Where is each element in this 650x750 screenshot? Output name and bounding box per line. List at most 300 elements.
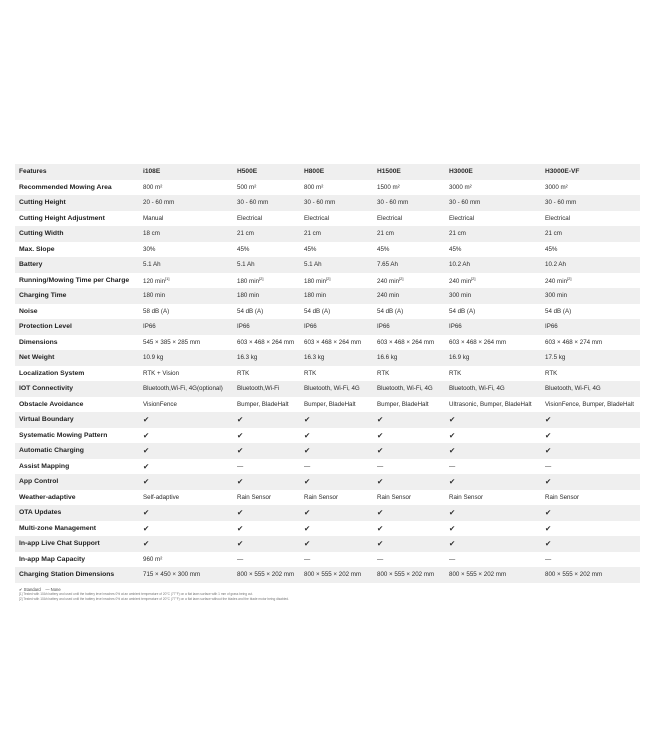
check-icon: ✔	[545, 415, 552, 425]
table-row	[15, 211, 640, 227]
table-cell	[541, 474, 640, 490]
row-label: Protection Level	[15, 319, 143, 335]
table-cell	[143, 226, 233, 242]
table-row	[15, 335, 640, 351]
cell-value: 300 min	[545, 292, 568, 300]
check-icon: ✔	[143, 430, 150, 440]
check-icon: ✔	[545, 477, 552, 487]
check-icon: ✔	[143, 539, 150, 549]
row-label: Automatic Charging	[15, 443, 143, 459]
table-cell	[300, 195, 373, 211]
check-icon: ✔	[449, 477, 456, 487]
table-cell	[300, 490, 373, 506]
table-cell	[541, 521, 640, 537]
table-cell	[445, 474, 541, 490]
check-icon: ✔	[545, 508, 552, 518]
table-cell	[445, 521, 541, 537]
table-cell	[373, 567, 445, 583]
table-cell	[373, 180, 445, 196]
table-cell	[233, 412, 300, 428]
cell-value: 300 min	[449, 292, 472, 300]
cell-value: Rain Sensor	[449, 493, 484, 501]
cell-value: 180 min	[237, 292, 260, 300]
model-header: H3000E	[445, 164, 541, 180]
table-cell	[300, 319, 373, 335]
check-icon: ✔	[237, 508, 244, 518]
table-cell	[143, 521, 233, 537]
cell-value: 17.5 kg	[545, 354, 566, 362]
cell-value: 54 dB (A)	[377, 307, 404, 315]
check-icon: ✔	[377, 446, 384, 456]
table-cell	[541, 459, 640, 475]
table-cell	[373, 257, 445, 273]
cell-value: VisionFence, Bumper, BladeHalt	[545, 400, 634, 408]
table-row	[15, 319, 640, 335]
table-row	[15, 474, 640, 490]
cell-value: 603 × 468 × 274 mm	[545, 338, 603, 346]
table-cell	[445, 288, 541, 304]
table-cell	[445, 428, 541, 444]
table-cell	[300, 443, 373, 459]
table-cell	[541, 319, 640, 335]
row-label: Cutting Height	[15, 195, 143, 211]
check-icon: ✔	[449, 446, 456, 456]
cell-value: 10.2 Ah	[545, 261, 566, 269]
table-cell	[233, 335, 300, 351]
row-label: Running/Mowing Time per Charge	[19, 276, 130, 284]
row-label: Cutting Height Adjustment	[19, 214, 105, 222]
cell-value: 240 min	[449, 277, 472, 285]
cell-value: 21 cm	[377, 230, 394, 238]
check-icon: ✔	[377, 508, 384, 518]
table-row	[15, 288, 640, 304]
cell-value: IP66	[377, 323, 390, 331]
cell-value: Bluetooth, Wi-Fi, 4G	[545, 385, 601, 393]
cell-value: Bumper, BladeHalt	[377, 400, 429, 408]
cell-value: 16.3 kg	[237, 354, 258, 362]
cell-value: 545 × 385 × 285 mm	[143, 338, 201, 346]
table-cell	[373, 211, 445, 227]
table-cell	[541, 490, 640, 506]
cell-value: 800 m²	[304, 183, 324, 191]
footnote-1: [1] Tested with 10Ah battery and used until the battery level reaches 0% at an ambient temperature of 20°C (77°F) on a flat lawn surface with 1 mm of grass being cut.	[19, 592, 254, 597]
table-cell	[143, 180, 233, 196]
check-icon: ✔	[545, 539, 552, 549]
table-row	[15, 366, 640, 382]
table-cell	[541, 428, 640, 444]
check-icon: ✔	[143, 446, 150, 456]
table-cell	[541, 397, 640, 413]
cell-value: 18 cm	[143, 230, 160, 238]
table-cell	[143, 412, 233, 428]
table-cell	[541, 180, 640, 196]
table-cell	[233, 521, 300, 537]
table-cell	[143, 195, 233, 211]
footnote-ref: [2]	[399, 275, 404, 281]
cell-value: 45%	[449, 245, 462, 253]
cell-value: 120 min	[143, 277, 166, 285]
cell-value: 20 - 60 mm	[143, 199, 175, 207]
row-label: Charging Station Dimensions	[15, 567, 143, 583]
row-label: Multi-zone Management	[19, 524, 97, 532]
table-cell	[445, 180, 541, 196]
table-row	[15, 428, 640, 444]
table-cell	[143, 288, 233, 304]
table-cell	[300, 536, 373, 552]
table-cell	[445, 350, 541, 366]
cell-value: Electrical	[237, 214, 263, 222]
cell-value: 54 dB (A)	[449, 307, 476, 315]
none-legend: — None	[45, 587, 61, 592]
cell-value: Rain Sensor	[304, 493, 339, 501]
cell-value: IP66	[545, 323, 558, 331]
table-cell	[300, 273, 373, 289]
table-cell	[300, 459, 373, 475]
cell-value: 30 - 60 mm	[237, 199, 269, 207]
footnote-ref: [2]	[326, 275, 331, 281]
cell-value: RTK	[449, 369, 462, 377]
table-cell	[143, 490, 233, 506]
table-cell	[233, 319, 300, 335]
header-label: Features	[15, 164, 143, 180]
table-row	[15, 226, 640, 242]
check-icon: ✔	[377, 523, 384, 533]
cell-value: 240 min	[377, 292, 400, 300]
table-cell	[445, 257, 541, 273]
check-icon: ✔	[304, 415, 311, 425]
table-cell	[143, 567, 233, 583]
check-icon: ✔	[304, 430, 311, 440]
table-row	[15, 350, 640, 366]
table-cell	[143, 428, 233, 444]
table-cell	[300, 350, 373, 366]
table-cell	[233, 226, 300, 242]
check-icon: ✔	[143, 461, 150, 471]
check-icon: ✔	[143, 477, 150, 487]
table-cell	[233, 195, 300, 211]
table-cell	[233, 304, 300, 320]
table-cell	[143, 459, 233, 475]
table-cell	[233, 474, 300, 490]
row-label: App Control	[15, 474, 143, 490]
cell-value: —	[449, 462, 456, 470]
row-label: Noise	[19, 307, 38, 315]
row-label: Net Weight	[15, 350, 143, 366]
cell-value: 45%	[237, 245, 250, 253]
table-cell	[445, 335, 541, 351]
table-cell	[143, 319, 233, 335]
cell-value: 800 × 555 × 202 mm	[237, 571, 295, 579]
cell-value: Bluetooth,Wi-Fi	[237, 385, 280, 393]
table-cell	[373, 459, 445, 475]
cell-value: 3000 m²	[545, 183, 568, 191]
cell-value: 54 dB (A)	[237, 307, 264, 315]
table-cell	[373, 304, 445, 320]
table-cell	[300, 397, 373, 413]
row-label: Systematic Mowing Pattern	[19, 431, 108, 439]
cell-value: 10.2 Ah	[449, 261, 470, 269]
cell-value: 30 - 60 mm	[545, 199, 577, 207]
table-cell	[373, 366, 445, 382]
table-cell	[373, 273, 445, 289]
table-cell	[445, 273, 541, 289]
table-cell	[300, 552, 373, 568]
check-icon: ✔	[377, 415, 384, 425]
table-cell	[373, 521, 445, 537]
table-cell	[445, 443, 541, 459]
row-label: In-app Live Chat Support	[15, 536, 143, 552]
table-cell	[373, 288, 445, 304]
model-header: H3000E-VF	[541, 164, 640, 180]
cell-value: 180 min	[237, 277, 260, 285]
table-cell	[233, 567, 300, 583]
row-label: Assist Mapping	[19, 462, 70, 470]
table-cell	[300, 304, 373, 320]
table-cell	[541, 366, 640, 382]
row-label: Battery	[15, 257, 143, 273]
footnote-2: [2] Tested with 10Ah battery and used until the battery level reaches 0% at an ambient temperature of 20°C (77°F) on a flat lawn surface without the blades and the blade motor being disabled.	[19, 597, 289, 602]
check-icon: ✔	[304, 446, 311, 456]
cell-value: 800 × 555 × 202 mm	[449, 571, 507, 579]
table-cell	[541, 226, 640, 242]
table-cell	[541, 552, 640, 568]
table-cell	[233, 397, 300, 413]
table-row	[15, 412, 640, 428]
cell-value: 5.1 Ah	[237, 261, 255, 269]
cell-value: —	[449, 555, 456, 563]
cell-value: 30%	[143, 245, 156, 253]
cell-value: —	[237, 462, 244, 470]
check-icon: ✔	[237, 539, 244, 549]
cell-value: 500 m²	[237, 183, 257, 191]
table-cell	[300, 412, 373, 428]
table-cell	[541, 257, 640, 273]
table-cell	[143, 242, 233, 258]
table-cell	[445, 319, 541, 335]
cell-value: 180 min	[304, 292, 327, 300]
cell-value: Electrical	[545, 214, 571, 222]
check-icon: ✔	[545, 446, 552, 456]
table-cell	[373, 397, 445, 413]
check-icon: ✔	[449, 430, 456, 440]
table-cell	[373, 412, 445, 428]
cell-value: Bluetooth, Wi-Fi, 4G	[304, 385, 360, 393]
table-row	[15, 536, 640, 552]
cell-value: 16.9 kg	[449, 354, 470, 362]
check-icon: ✔	[545, 430, 552, 440]
table-cell	[300, 366, 373, 382]
check-icon: ✔	[449, 523, 456, 533]
table-cell	[143, 397, 233, 413]
table-cell	[233, 459, 300, 475]
table-cell	[143, 443, 233, 459]
table-cell	[143, 536, 233, 552]
row-label: In-app Map Capacity	[19, 555, 86, 563]
cell-value: 30 - 60 mm	[304, 199, 336, 207]
table-cell	[233, 381, 300, 397]
cell-value: RTK	[304, 369, 317, 377]
check-icon: ✔	[237, 477, 244, 487]
table-cell	[233, 211, 300, 227]
table-cell	[233, 273, 300, 289]
table-row	[15, 490, 640, 506]
table-row	[15, 567, 640, 583]
footnote-ref: [2]	[259, 275, 264, 281]
cell-value: Electrical	[449, 214, 475, 222]
table-row	[15, 195, 640, 211]
cell-value: 3000 m²	[449, 183, 472, 191]
cell-value: —	[377, 462, 384, 470]
cell-value: Bluetooth, Wi-Fi, 4G	[449, 385, 505, 393]
table-cell	[445, 195, 541, 211]
cell-value: 603 × 468 × 264 mm	[304, 338, 362, 346]
table-row	[15, 505, 640, 521]
table-cell	[445, 536, 541, 552]
table-cell	[541, 443, 640, 459]
table-cell	[143, 335, 233, 351]
row-label: IOT Connectivity	[15, 381, 143, 397]
table-row	[15, 521, 640, 537]
cell-value: 54 dB (A)	[545, 307, 572, 315]
table-cell	[300, 335, 373, 351]
cell-value: Bluetooth, Wi-Fi, 4G	[377, 385, 433, 393]
table-cell	[541, 536, 640, 552]
model-header: i108E	[143, 164, 233, 180]
cell-value: 45%	[545, 245, 558, 253]
table-cell	[373, 195, 445, 211]
table-cell	[143, 211, 233, 227]
cell-value: Electrical	[377, 214, 403, 222]
table-cell	[541, 273, 640, 289]
row-label: Charging Time	[15, 288, 143, 304]
check-icon: ✔	[143, 415, 150, 425]
table-cell	[300, 505, 373, 521]
table-cell	[233, 288, 300, 304]
table-cell	[541, 304, 640, 320]
cell-value: Rain Sensor	[545, 493, 580, 501]
table-row	[15, 242, 640, 258]
check-icon: ✔	[377, 477, 384, 487]
table-cell	[373, 490, 445, 506]
cell-value: 800 × 555 × 202 mm	[377, 571, 435, 579]
check-icon: ✔	[377, 430, 384, 440]
table-row	[15, 273, 640, 289]
cell-value: —	[304, 555, 311, 563]
cell-value: 603 × 468 × 264 mm	[237, 338, 295, 346]
footnote-ref: [2]	[567, 275, 572, 281]
row-label: Obstacle Avoidance	[19, 400, 84, 408]
check-icon: ✔	[237, 523, 244, 533]
table-cell	[233, 505, 300, 521]
table-cell	[300, 567, 373, 583]
footnote-ref: [2]	[471, 275, 476, 281]
table-cell	[373, 381, 445, 397]
table-cell	[445, 412, 541, 428]
table-cell	[300, 242, 373, 258]
table-cell	[373, 319, 445, 335]
cell-value: RTK	[237, 369, 250, 377]
table-cell	[143, 257, 233, 273]
table-cell	[541, 350, 640, 366]
table-cell	[541, 288, 640, 304]
cell-value: 180 min	[143, 292, 166, 300]
cell-value: Bumper, BladeHalt	[304, 400, 356, 408]
table-cell	[373, 350, 445, 366]
check-icon: ✔	[449, 415, 456, 425]
table-cell	[233, 443, 300, 459]
table-cell	[143, 505, 233, 521]
check-icon: ✔	[237, 430, 244, 440]
table-cell	[233, 180, 300, 196]
check-icon: ✔	[143, 508, 150, 518]
table-cell	[445, 490, 541, 506]
check-icon: ✔	[237, 446, 244, 456]
cell-value: 30 - 60 mm	[377, 199, 409, 207]
table-header-row	[15, 164, 640, 180]
cell-value: VisionFence	[143, 400, 177, 408]
cell-value: 240 min	[545, 277, 568, 285]
table-cell	[300, 521, 373, 537]
table-cell	[143, 552, 233, 568]
table-cell	[373, 428, 445, 444]
table-cell	[233, 257, 300, 273]
footnote-ref: [1]	[165, 275, 170, 281]
table-cell	[541, 195, 640, 211]
table-cell	[233, 350, 300, 366]
table-cell	[300, 180, 373, 196]
table-row	[15, 552, 640, 568]
table-cell	[541, 211, 640, 227]
table-row	[15, 381, 640, 397]
table-row	[15, 397, 640, 413]
cell-value: IP66	[237, 323, 250, 331]
spec-comparison-table	[15, 164, 640, 583]
table-cell	[233, 490, 300, 506]
check-icon: ✔	[449, 539, 456, 549]
cell-value: 240 min	[377, 277, 400, 285]
table-cell	[300, 428, 373, 444]
table-cell	[445, 366, 541, 382]
table-cell	[445, 505, 541, 521]
cell-value: 10.9 kg	[143, 354, 164, 362]
table-cell	[541, 412, 640, 428]
cell-value: 54 dB (A)	[304, 307, 331, 315]
row-label: Localization System	[19, 369, 85, 377]
check-icon: ✔	[545, 523, 552, 533]
cell-value: IP66	[304, 323, 317, 331]
cell-value: 603 × 468 × 264 mm	[377, 338, 435, 346]
table-cell	[445, 242, 541, 258]
cell-value: Bumper, BladeHalt	[237, 400, 289, 408]
table-cell	[445, 381, 541, 397]
table-cell	[541, 567, 640, 583]
cell-value: —	[237, 555, 244, 563]
table-cell	[373, 335, 445, 351]
table-cell	[233, 366, 300, 382]
table-row	[15, 443, 640, 459]
table-cell	[445, 567, 541, 583]
cell-value: 5.1 Ah	[304, 261, 322, 269]
table-cell	[445, 459, 541, 475]
cell-value: 21 cm	[449, 230, 466, 238]
cell-value: RTK + Vision	[143, 369, 180, 377]
table-cell	[300, 226, 373, 242]
model-header: H800E	[300, 164, 373, 180]
cell-value: RTK	[545, 369, 558, 377]
row-label: Dimensions	[19, 338, 58, 346]
cell-value: 960 m²	[143, 555, 163, 563]
table-cell	[300, 257, 373, 273]
